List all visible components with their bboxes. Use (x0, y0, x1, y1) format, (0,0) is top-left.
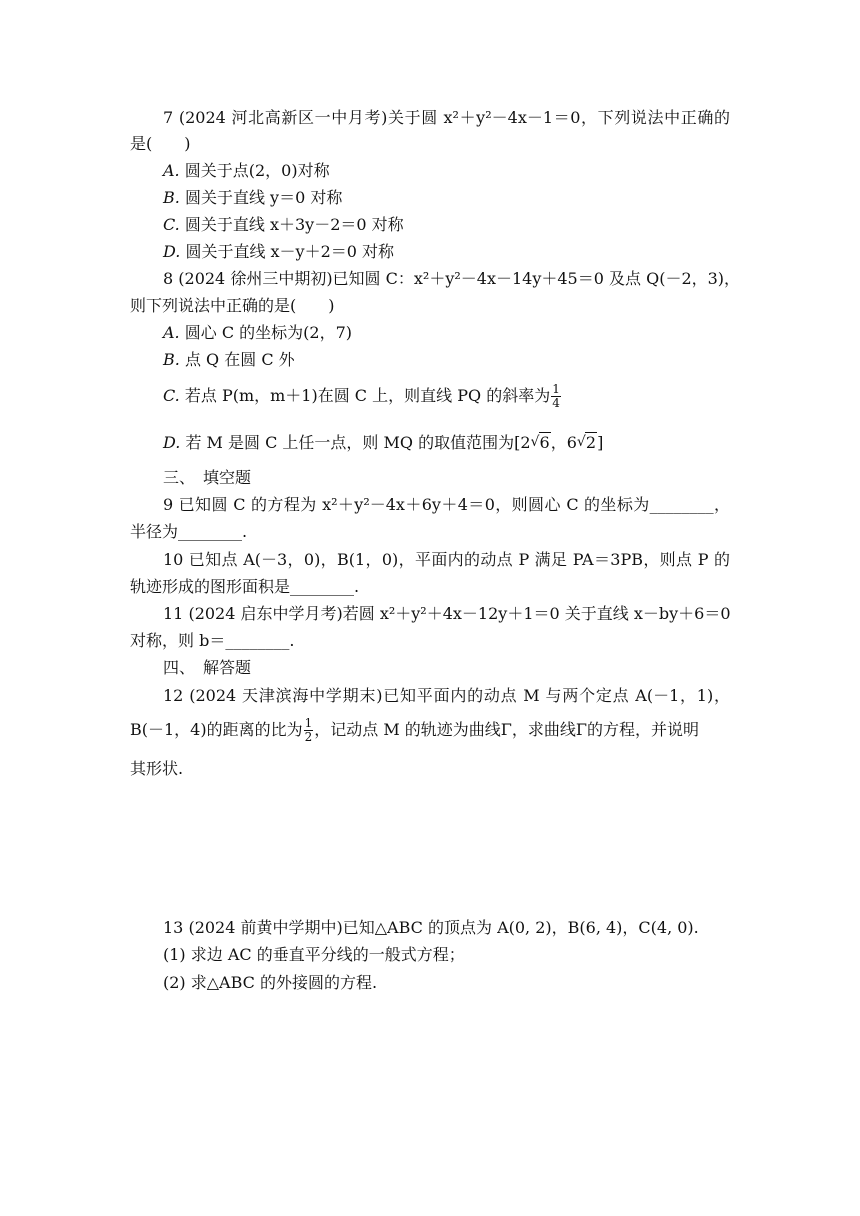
option-text: 圆关于点(2，0)对称 (184, 161, 330, 180)
q8-option-c (163, 377, 763, 417)
option-text: 圆关于直线 x－y＋2＝0 对称 (185, 242, 395, 261)
option-text: 圆关于直线 y＝0 对称 (184, 188, 343, 207)
q7-option-b (163, 187, 763, 211)
fraction-denominator: 4 (552, 396, 560, 410)
q9-stem-line2: 半径为________. (130, 522, 248, 541)
fraction (551, 383, 561, 410)
q8-option-a (163, 322, 763, 346)
option-letter: A. (163, 161, 180, 180)
option-letter: C. (163, 215, 180, 234)
q8-stem-line1: 8 (2024 徐州三中期初)已知圆 C：x²＋y²－4x－14y＋45＝0 及点 Q(－2，3)， (163, 269, 741, 288)
q12-stem-line1: 12 (2024 天津滨海中学期末)已知平面内的动点 M 与两个定点 A(－1，1)， (163, 686, 730, 705)
q7-stem-line1: 7 (2024 河北高新区一中月考)关于圆 x²＋y²－4x－1＝0，下列说法中正确的 (163, 108, 730, 127)
sqrt-symbol (531, 432, 551, 454)
fraction-numerator: 1 (304, 716, 313, 730)
q7-option-c (163, 214, 763, 238)
option-letter: B. (163, 350, 180, 369)
option-letter: D. (163, 433, 181, 452)
q12-text-post: ，记动点 M 的轨迹为曲线Γ，求曲线Γ的方程，并说明 (314, 720, 700, 739)
q13-subquestion-2: (2) 求△ABC 的外接圆的方程. (163, 973, 378, 992)
q9-stem-line1: 9 已知圆 C 的方程为 x²＋y²－4x＋6y＋4＝0，则圆心 C 的坐标为________， (163, 495, 730, 514)
option-text: 圆心 C 的坐标为(2，7) (184, 323, 352, 342)
q7-option-a (163, 160, 763, 184)
section-heading-solutions: 四、 解答题 (163, 658, 252, 677)
fraction (304, 717, 314, 744)
option-text-mid: ，6 (550, 433, 577, 452)
q12-stem-line2 (130, 711, 730, 751)
q13-subquestion-1: (1) 求边 AC 的垂直平分线的一般式方程； (163, 945, 465, 964)
q7-stem-line2: 是( ) (130, 134, 191, 153)
q11-stem-line1: 11 (2024 启东中学月考)若圆 x²＋y²＋4x－12y＋1＝0 关于直线 x－by＋6＝0 (163, 604, 731, 623)
q11-stem-line2: 对称，则 b＝________. (130, 631, 295, 650)
q12-stem-line3: 其形状. (130, 759, 184, 778)
option-text: 若点 P(m，m＋1)在圆 C 上，则直线 PQ 的斜率为 (184, 386, 551, 405)
sqrt-radicand: 6 (539, 433, 550, 452)
option-letter: A. (163, 323, 180, 342)
fraction-numerator: 1 (552, 382, 560, 396)
option-letter: D. (163, 242, 181, 261)
q10-stem-line1: 10 已知点 A(－3，0)，B(1，0)，平面内的动点 P 满足 PA＝3PB，则点 P 的 (163, 550, 730, 569)
option-letter: B. (163, 188, 180, 207)
sqrt-radicand: 2 (585, 433, 597, 452)
sqrt-symbol (577, 432, 597, 454)
q13-stem-line1: 13 (2024 前黄中学期中)已知△ABC 的顶点为 A(0, 2)，B(6, 4)，C(4, 0). (163, 918, 699, 937)
fraction-denominator: 2 (304, 730, 313, 744)
q7-option-d (163, 241, 763, 265)
q10-stem-line2: 轨迹形成的图形面积是________. (130, 577, 360, 596)
option-text: 圆关于直线 x＋3y－2＝0 对称 (184, 215, 404, 234)
option-text-post: ] (597, 433, 604, 452)
q8-stem-line2: 则下列说法中正确的是( ) (130, 296, 335, 315)
section-heading-fill-in: 三、 填空题 (163, 468, 252, 487)
option-text-pre: 若 M 是圆 C 上任一点，则 MQ 的取值范围为[2 (185, 433, 531, 452)
option-letter: C. (163, 386, 180, 405)
q12-text-pre: B(－1，4)的距离的比为 (130, 720, 303, 739)
q8-option-b (163, 349, 763, 373)
q8-option-d (163, 432, 763, 456)
option-text: 点 Q 在圆 C 外 (184, 350, 295, 369)
